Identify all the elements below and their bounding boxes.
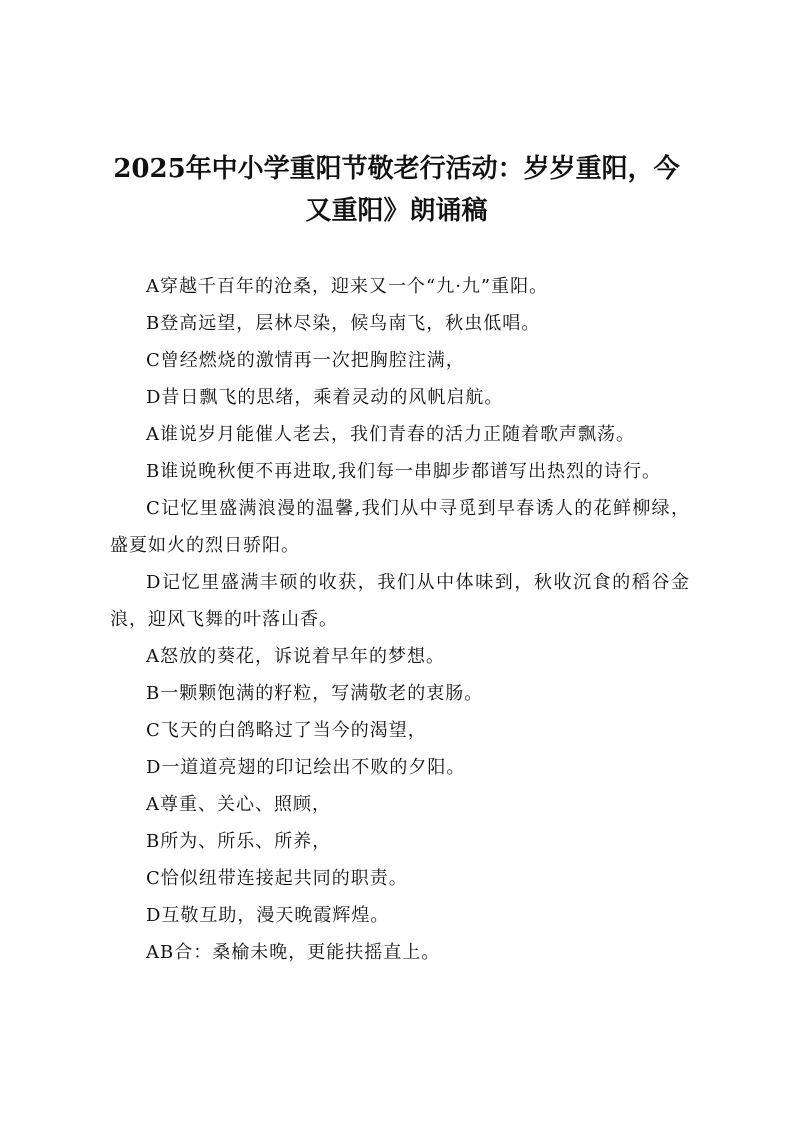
paragraph: C记忆里盛满浪漫的温馨,我们从中寻觅到早春诱人的花鲜柳绿，盛夏如火的烈日骄阳。 (110, 498, 690, 556)
paragraph: B所为、所乐、所养， (146, 831, 332, 852)
paragraph: C飞天的白鸽略过了当今的渴望， (146, 720, 427, 741)
paragraph: A怒放的葵花，诉说着早年的梦想。 (146, 646, 445, 667)
paragraph: A尊重、关心、照顾， (146, 794, 331, 815)
paragraph: AB合：桑榆未晚，更能扶摇直上。 (146, 942, 441, 963)
document-title-line-1: 2025年中小学重阳节敬老行活动：岁岁重阳，今 (113, 154, 680, 184)
paragraph: A穿越千百年的沧桑，迎来又一个“九·九”重阳。 (146, 276, 549, 297)
recitation-text (110, 268, 690, 971)
paragraph: B谁说晚秋便不再进取,我们每一串脚步都谱写出热烈的诗行。 (146, 461, 661, 482)
paragraph: B登高远望，层林尽染，候鸟南飞，秋虫低唱。 (146, 313, 541, 334)
paragraph: A谁说岁月能催人老去，我们青春的活力正随着歌声飘荡。 (146, 424, 635, 445)
document-title (105, 148, 688, 232)
paragraph: C曾经燃烧的激情再一次把胸腔注满， (146, 350, 465, 371)
document-title-line-2: 又重阳》朗诵稿 (305, 196, 488, 226)
paragraph: C恰似纽带连接起共同的职责。 (146, 868, 408, 889)
paragraph: D昔日飘飞的思绪，乘着灵动的风帆启航。 (146, 387, 504, 408)
paragraph: D一道道亮翅的印记绘出不败的夕阳。 (146, 757, 466, 778)
paragraph: D记忆里盛满丰硕的收获，我们从中体味到，秋收沉食的稻谷金浪，迎风飞舞的叶落山香。 (110, 572, 690, 630)
paragraph: B一颗颗饱满的籽粒，写满敬老的衷肠。 (146, 683, 484, 704)
paragraph: D互敬互助，漫天晚霞辉煌。 (146, 905, 390, 926)
